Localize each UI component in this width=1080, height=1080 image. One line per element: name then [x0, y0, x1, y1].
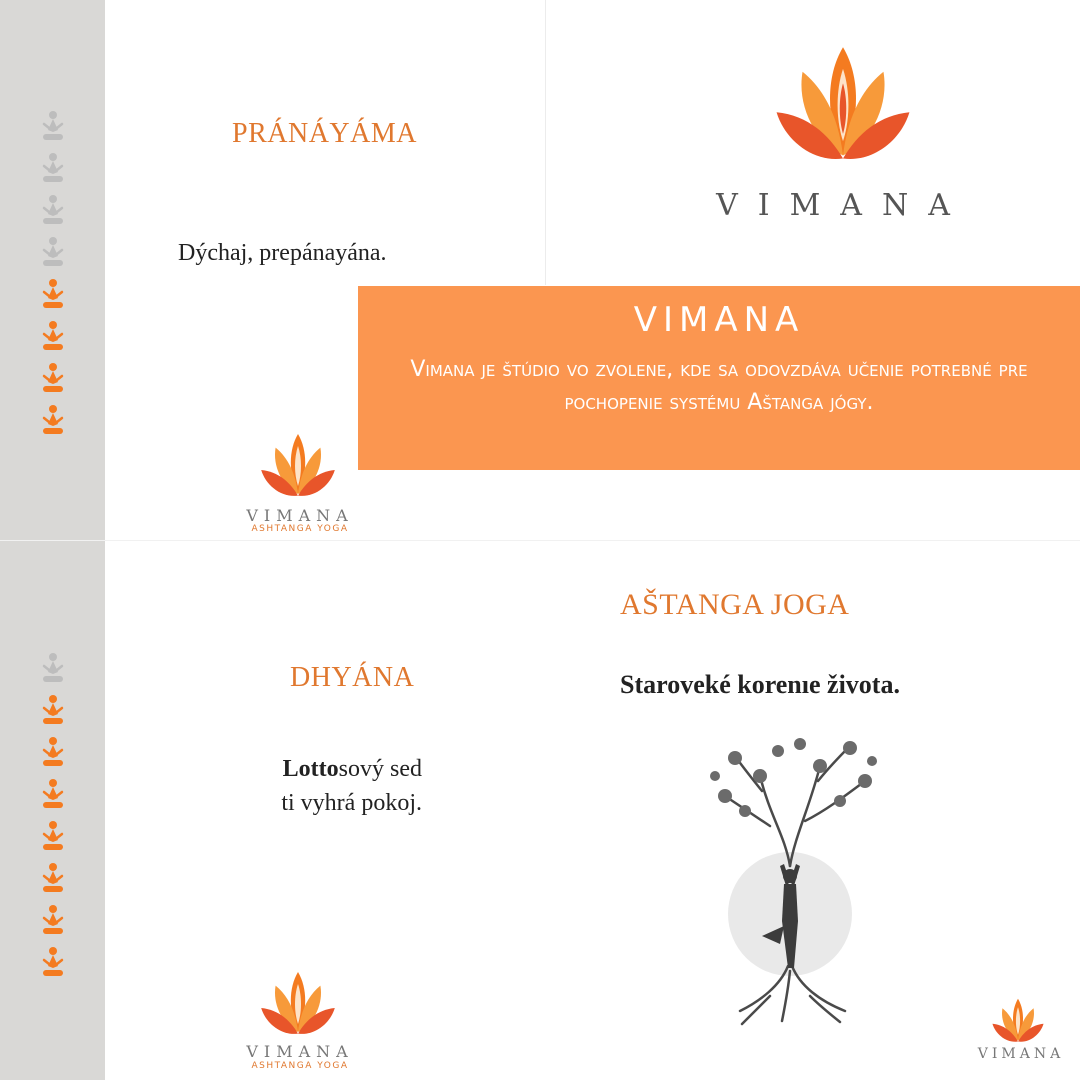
dhyana-text-line2: ti vyhrá pokoj.	[281, 790, 422, 816]
pranayama-logo-brand: VIMANA	[246, 506, 354, 525]
meditating-figure-icon	[41, 778, 65, 810]
meditating-figure-icon	[41, 862, 65, 894]
yoga-figures-top	[38, 110, 68, 436]
meditating-figure-icon	[41, 736, 65, 768]
meditating-figure-icon	[41, 278, 65, 310]
meditating-figure-icon	[41, 362, 65, 394]
yoga-figures-bottom	[38, 652, 68, 978]
meditating-figure-icon	[41, 404, 65, 436]
astanga-logo-brand: VIMANA	[977, 1046, 1065, 1062]
meditating-figure-icon	[41, 110, 65, 142]
panel-divider-horizontal	[0, 540, 1080, 541]
dhyana-heading: DHYÁNA	[290, 662, 415, 693]
meditating-figure-icon	[41, 152, 65, 184]
vimana-info-banner	[358, 286, 1080, 470]
lotus-logo-icon	[258, 430, 338, 506]
astanga-heading: AŠTANGA JOGA	[620, 588, 850, 621]
lotus-logo-large-icon	[758, 40, 928, 174]
vimana-brand-large: VIMANA	[716, 188, 970, 223]
banner-description: Vimana je štúdio vo zvolene, kde sa odovzdáva učenie potrebné pre pochopenie systému Aštanga jógy.	[410, 357, 1028, 415]
meditating-figure-icon	[41, 904, 65, 936]
dhyana-text-bold: Lotto	[282, 756, 339, 782]
lotus-logo-icon	[990, 996, 1046, 1050]
meditating-figure-icon	[41, 820, 65, 852]
meditating-figure-icon	[41, 236, 65, 268]
banner-title: VIMANA	[633, 300, 805, 340]
astanga-subtitle: Staroveké korenıe života.	[620, 670, 900, 699]
panel-divider-vertical	[545, 0, 546, 285]
meditating-figure-icon	[41, 946, 65, 978]
pranayama-heading: PRÁNÁYÁMA	[232, 118, 417, 149]
dhyana-text-rest: sový sed	[338, 756, 422, 782]
tree-yoga-illustration	[700, 736, 900, 1030]
dhyana-text	[200, 752, 422, 820]
meditating-figure-icon	[41, 694, 65, 726]
dhyana-logo-sub: ASHTANGA YOGA	[251, 1061, 349, 1071]
meditating-figure-icon	[41, 194, 65, 226]
pranayama-text: Dýchaj, prepánayána.	[178, 240, 387, 266]
dhyana-logo-brand: VIMANA	[246, 1042, 354, 1061]
lotus-logo-icon	[258, 968, 338, 1044]
meditating-figure-icon	[41, 652, 65, 684]
pranayama-logo-sub: ASHTANGA YOGA	[251, 524, 349, 534]
meditating-figure-icon	[41, 320, 65, 352]
